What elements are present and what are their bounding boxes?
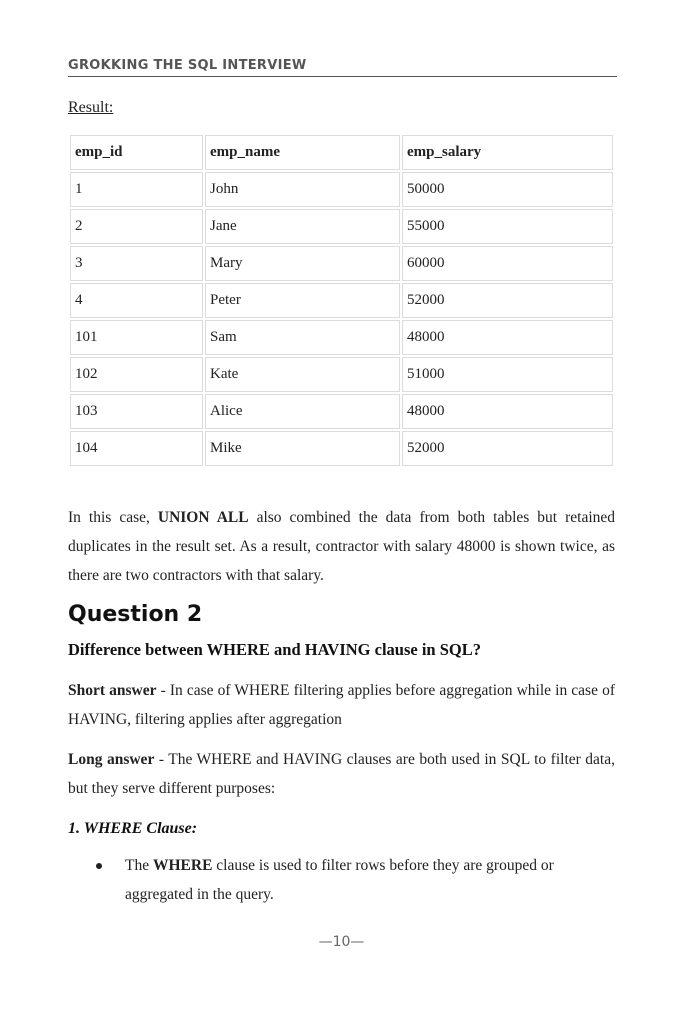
cell-emp-id: 103 [70,394,203,429]
cell-emp-id: 104 [70,431,203,466]
short-answer-paragraph [68,676,615,734]
bullet-icon [96,863,102,869]
cell-emp-salary: 50000 [402,172,613,207]
cell-emp-id: 3 [70,246,203,281]
cell-emp-id: 2 [70,209,203,244]
short-answer-label: Short answer [68,682,157,699]
cell-emp-name: Sam [205,320,400,355]
list-item [68,851,615,909]
table-header-row [70,135,613,170]
table-row [70,209,613,244]
para-text-start: In this case, [68,509,158,526]
cell-emp-name: Alice [205,394,400,429]
para-text-end: also combined the data from both tables but retained duplicates in the result set. As a result, contractor with salary 48000 is shown twice, as there are two contractors with that salary. [68,509,616,584]
running-header: GROKKING THE SQL INTERVIEW [68,58,617,77]
cell-emp-salary: 48000 [402,320,613,355]
union-all-keyword: UNION ALL [157,509,249,526]
bullet-text-start: The [125,857,153,874]
cell-emp-salary: 52000 [402,283,613,318]
column-header-emp-name: emp_name [205,135,400,170]
question-heading: Question 2 [68,602,203,627]
bullet-text [125,851,615,909]
page-number: —10— [318,934,365,950]
long-answer-label: Long answer [68,751,155,768]
union-all-paragraph [68,503,615,590]
table-row [70,246,613,281]
table-row [70,320,613,355]
cell-emp-name: Kate [205,357,400,392]
cell-emp-salary: 51000 [402,357,613,392]
cell-emp-id: 4 [70,283,203,318]
table-row [70,357,613,392]
where-keyword: WHERE [152,857,213,874]
result-table [68,133,615,468]
table-row [70,394,613,429]
question-title: Difference between WHERE and HAVING clause in SQL? [68,640,481,659]
cell-emp-salary: 55000 [402,209,613,244]
long-answer-paragraph [68,745,615,803]
short-answer-text: - In case of WHERE filtering applies before aggregation while in case of HAVING, filtering applies after aggregation [68,682,615,728]
cell-emp-name: Jane [205,209,400,244]
long-answer-text: - The WHERE and HAVING clauses are both used in SQL to filter data, but they serve different purposes: [68,751,615,797]
cell-emp-id: 1 [70,172,203,207]
cell-emp-name: Mike [205,431,400,466]
cell-emp-salary: 48000 [402,394,613,429]
cell-emp-salary: 52000 [402,431,613,466]
column-header-emp-id: emp_id [70,135,203,170]
cell-emp-id: 101 [70,320,203,355]
cell-emp-name: Peter [205,283,400,318]
cell-emp-salary: 60000 [402,246,613,281]
bullet-text-end: clause is used to filter rows before they are grouped or aggregated in the query. [125,857,554,903]
cell-emp-name: John [205,172,400,207]
table-row [70,172,613,207]
cell-emp-id: 102 [70,357,203,392]
column-header-emp-salary: emp_salary [402,135,613,170]
table-row [70,283,613,318]
table-row [70,431,613,466]
cell-emp-name: Mary [205,246,400,281]
where-clause-heading: 1. WHERE Clause: [68,820,198,837]
result-label: Result: [68,99,114,116]
